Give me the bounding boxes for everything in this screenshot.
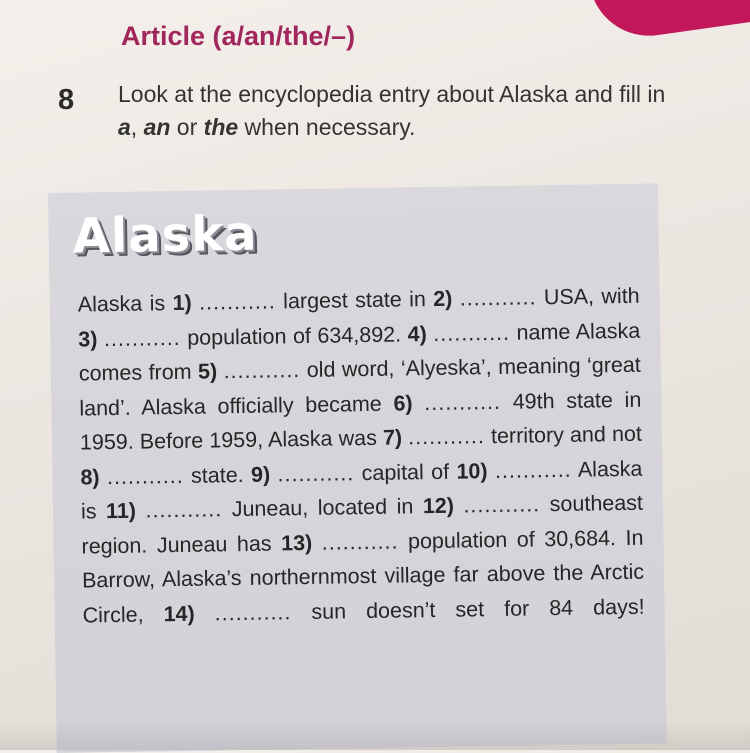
fill-in-blank[interactable]: ........... bbox=[145, 497, 223, 523]
fill-in-blank[interactable]: ........... bbox=[424, 389, 502, 415]
fill-in-blank[interactable]: ........... bbox=[103, 325, 181, 351]
entry-text-segment: state. bbox=[183, 462, 252, 488]
exercise-number: 8 bbox=[58, 84, 75, 116]
option-the: the bbox=[203, 114, 239, 140]
blank-number: 7) bbox=[382, 425, 403, 450]
blank-number: 12) bbox=[422, 493, 455, 519]
entry-text-segment: sun doesn’t set for 84 days! bbox=[291, 594, 645, 624]
option-a: a bbox=[118, 114, 131, 140]
entry-text-segment: name Alaska comes from bbox=[78, 318, 641, 386]
entry-text-segment: largest state in bbox=[275, 286, 434, 314]
option-an: an bbox=[143, 114, 171, 140]
instruction-separator: or bbox=[170, 114, 204, 140]
fill-in-blank[interactable]: ........... bbox=[494, 457, 572, 483]
fill-in-blank[interactable]: ........... bbox=[223, 358, 301, 384]
fill-in-blank[interactable]: ........... bbox=[321, 529, 399, 555]
blank-number: 11) bbox=[105, 498, 137, 524]
blank-number: 13) bbox=[280, 530, 313, 555]
blank-number: 5) bbox=[197, 359, 218, 384]
corner-tab-decoration bbox=[584, 0, 750, 43]
blank-number: 4) bbox=[407, 321, 427, 346]
blank-number: 14) bbox=[163, 601, 195, 626]
entry-text-segment: old word, ‘Alyeska’, meaning ‘great land’. Alaska officially became bbox=[79, 352, 641, 421]
entry-text-segment: Juneau, located in bbox=[222, 494, 424, 522]
fill-in-blank[interactable]: ........... bbox=[214, 599, 292, 625]
entry-text-segment: population of 634,892. bbox=[180, 321, 408, 350]
entry-title: Alaska bbox=[72, 205, 258, 265]
entry-text-segment: population of 30,684. In Barrow, Alaska’s northernmost village far above the Arctic Circle, bbox=[81, 525, 645, 628]
blank-number: 6) bbox=[393, 390, 413, 416]
page-shadow bbox=[0, 720, 750, 750]
instruction-text: when necessary. bbox=[238, 114, 416, 140]
blank-number: 10) bbox=[456, 458, 488, 484]
fill-in-blank[interactable]: ........... bbox=[459, 285, 537, 311]
entry-text-segment: southeast region. Juneau has bbox=[81, 490, 644, 559]
encyclopedia-entry-panel bbox=[48, 183, 667, 753]
instruction-separator: , bbox=[130, 114, 144, 140]
entry-text-segment: 49th state in 1959. Before 1959, Alaska was bbox=[79, 387, 642, 455]
fill-in-blank[interactable]: ........... bbox=[433, 320, 511, 346]
fill-in-blank[interactable]: ........... bbox=[198, 289, 276, 315]
blank-number: 9) bbox=[250, 462, 271, 487]
fill-in-blank[interactable]: ........... bbox=[106, 463, 184, 489]
entry-text bbox=[77, 279, 644, 633]
blank-number: 1) bbox=[172, 290, 192, 316]
fill-in-blank[interactable]: ........... bbox=[408, 424, 486, 450]
entry-text-segment: Alaska is bbox=[80, 456, 643, 524]
fill-in-blank[interactable]: ........... bbox=[277, 460, 355, 486]
blank-number: 2) bbox=[433, 286, 453, 311]
entry-text-segment: USA, with bbox=[536, 283, 640, 310]
blank-number: 8) bbox=[80, 464, 100, 490]
section-title: Article (a/an/the/–) bbox=[121, 21, 356, 51]
exercise-instruction bbox=[118, 78, 678, 144]
fill-in-blank[interactable]: ........... bbox=[463, 492, 541, 518]
blank-number: 3) bbox=[78, 326, 98, 352]
entry-text-segment: territory and not bbox=[484, 421, 643, 449]
entry-text-segment: Alaska is bbox=[77, 291, 173, 317]
entry-text-segment: capital of bbox=[354, 459, 457, 485]
instruction-text: Look at the encyclopedia entry about Alaska and fill in bbox=[118, 81, 666, 107]
